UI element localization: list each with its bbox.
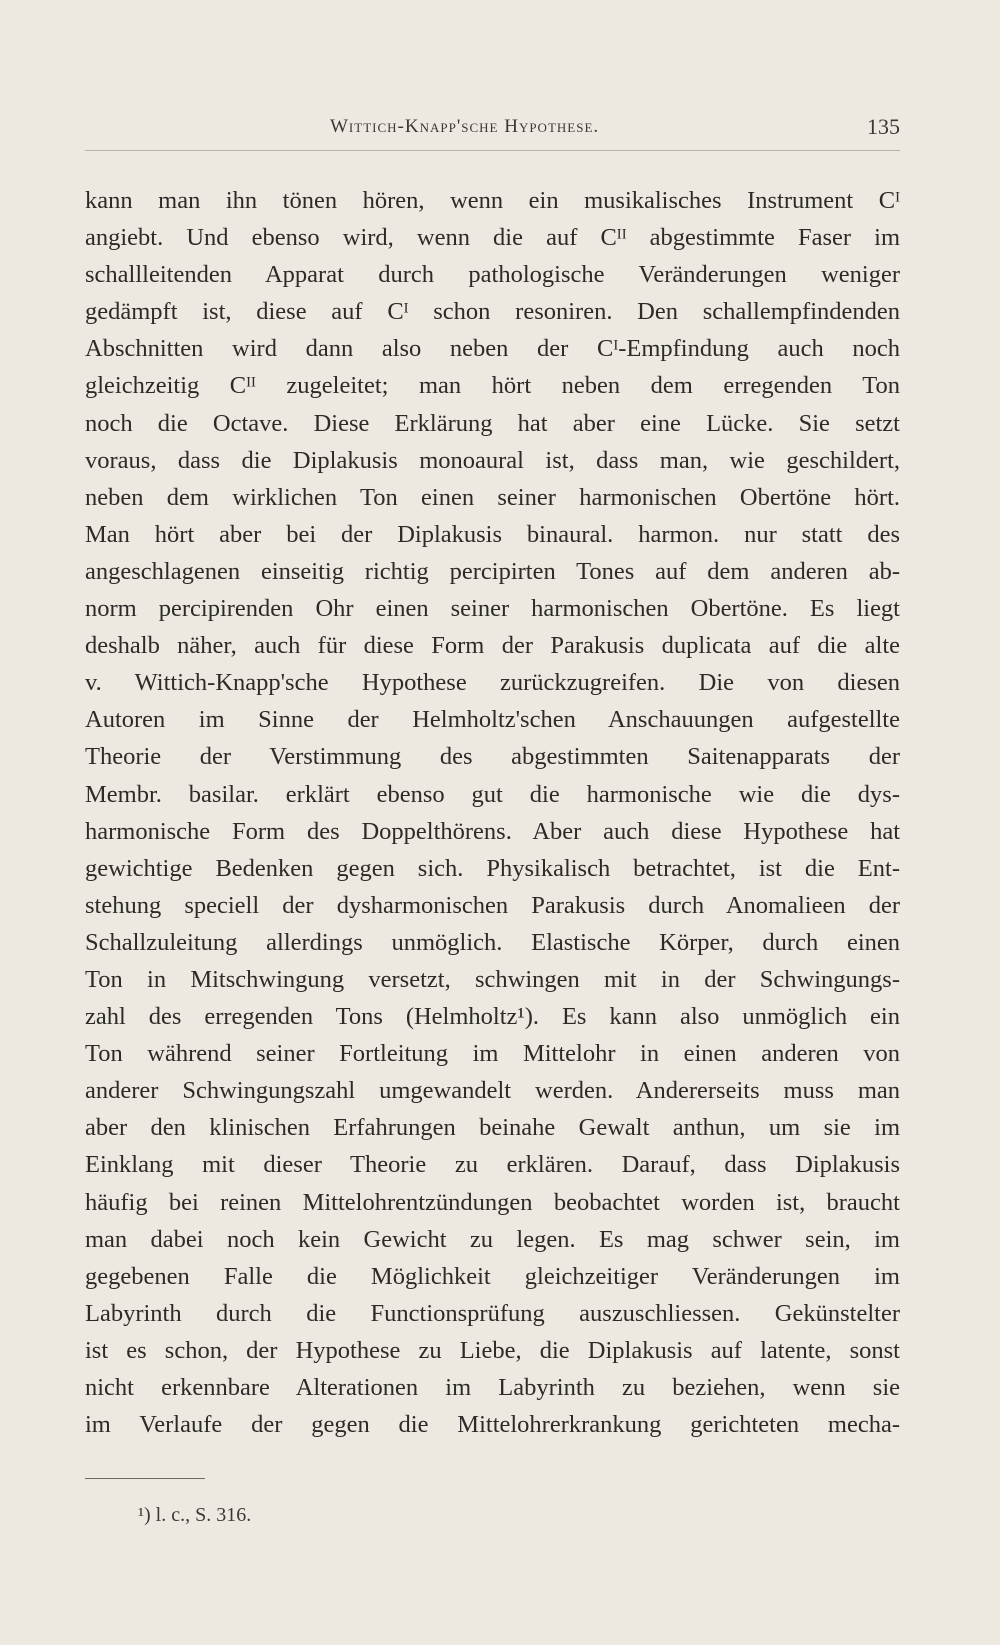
text-line: anderer Schwingungszahl umgewandelt werden. Andererseits muss man xyxy=(85,1077,900,1105)
text-line: gewichtige Bedenken gegen sich. Physikalisch betrachtet, ist die Ent- xyxy=(85,854,900,882)
text-line: gleichzeitig Cᴵᴵ zugeleitet; man hört neben dem erregenden Ton xyxy=(85,372,900,400)
text-line: angiebt. Und ebenso wird, wenn die auf Cᴵᴵ abgestimmte Faser im xyxy=(85,224,900,252)
text-line: angeschlagenen einseitig richtig percipirten Tones auf dem anderen ab- xyxy=(85,557,900,585)
text-line: kann man ihn tönen hören, wenn ein musikalisches Instrument Cᴵ xyxy=(85,187,900,214)
text-line: Ton in Mitschwingung versetzt, schwingen mit in der Schwingungs- xyxy=(85,965,900,993)
text-line: Man hört aber bei der Diplakusis binaural. harmon. nur statt des xyxy=(85,520,900,548)
text-line: Abschnitten wird dann also neben der Cᴵ-Empfindung auch noch xyxy=(85,335,900,363)
text-line: Ton während seiner Fortleitung im Mittelohr in einen anderen von xyxy=(85,1040,900,1068)
text-line: deshalb näher, auch für diese Form der Parakusis duplicata auf die alte xyxy=(85,632,900,660)
text-line: gegebenen Falle die Möglichkeit gleichzeitiger Veränderungen im xyxy=(85,1262,900,1290)
text-line: stehung speciell der dysharmonischen Parakusis durch Anomalieen der xyxy=(85,891,900,919)
text-line: Membr. basilar. erklärt ebenso gut die harmonische wie die dys- xyxy=(85,780,900,808)
text-line: zahl des erregenden Tons (Helmholtz¹). Es kann also unmöglich ein xyxy=(85,1003,900,1031)
body-text xyxy=(85,182,900,1443)
text-line: Schallzuleitung allerdings unmöglich. Elastische Körper, durch einen xyxy=(85,928,900,956)
text-line: voraus, dass die Diplakusis monoaural ist, dass man, wie geschildert, xyxy=(85,446,900,474)
text-line: noch die Octave. Diese Erklärung hat aber eine Lücke. Sie setzt xyxy=(85,409,900,437)
text-line: norm percipirenden Ohr einen seiner harmonischen Obertöne. Es liegt xyxy=(85,595,900,623)
text-line: v. Wittich-Knapp'sche Hypothese zurückzugreifen. Die von diesen xyxy=(85,669,900,697)
text-line: man dabei noch kein Gewicht zu legen. Es mag schwer sein, im xyxy=(85,1225,900,1253)
text-line: nicht erkennbare Alterationen im Labyrinth zu beziehen, wenn sie xyxy=(85,1374,900,1401)
text-line: häufig bei reinen Mittelohrentzündungen beobachtet worden ist, braucht xyxy=(85,1188,900,1216)
footnote-rule xyxy=(85,1478,205,1479)
header-rule xyxy=(85,150,900,151)
text-line: ist es schon, der Hypothese zu Liebe, die Diplakusis auf latente, sonst xyxy=(85,1336,900,1364)
text-line: im Verlaufe der gegen die Mittelohrerkrankung gerichteten mecha- xyxy=(85,1411,900,1439)
text-line: schallleitenden Apparat durch pathologische Veränderungen weniger xyxy=(85,261,900,289)
running-head-title: Wittich-Knapp'sche Hypothese. xyxy=(330,116,600,137)
text-line: aber den klinischen Erfahrungen beinahe Gewalt anthun, um sie im xyxy=(85,1114,900,1142)
text-line: gedämpft ist, diese auf Cᴵ schon resoniren. Den schallempfindenden xyxy=(85,298,900,326)
text-line: neben dem wirklichen Ton einen seiner harmonischen Obertöne hört. xyxy=(85,483,900,511)
text-line: Autoren im Sinne der Helmholtz'schen Anschauungen aufgestellte xyxy=(85,706,900,734)
page-number: 135 xyxy=(867,114,900,139)
text-line: Labyrinth durch die Functionsprüfung auszuschliessen. Gekünstelter xyxy=(85,1299,900,1327)
text-line: Theorie der Verstimmung des abgestimmten Saitenapparats der xyxy=(85,743,900,771)
footnote: ¹) l. c., S. 316. xyxy=(138,1504,252,1526)
text-line: Einklang mit dieser Theorie zu erklären. Darauf, dass Diplakusis xyxy=(85,1151,900,1179)
running-head xyxy=(85,116,900,148)
text-line: harmonische Form des Doppelthörens. Aber auch diese Hypothese hat xyxy=(85,817,900,845)
